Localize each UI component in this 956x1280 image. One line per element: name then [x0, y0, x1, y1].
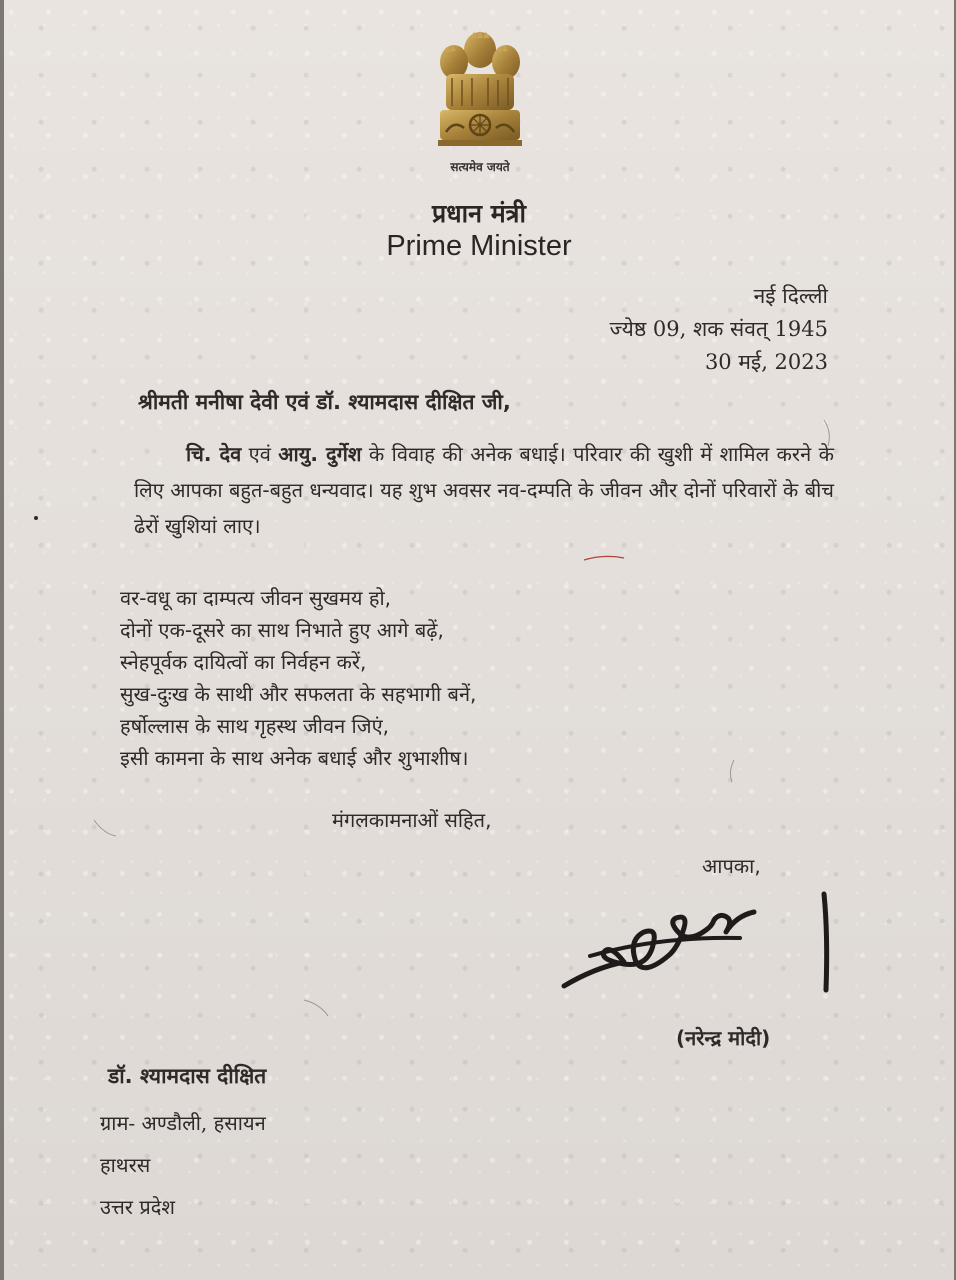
poem-line: सुख-दुःख के साथी और सफलता के सहभागी बनें,: [120, 682, 477, 706]
letter-paper: [4, 0, 954, 1280]
poem-line: वर-वधू का दाम्पत्य जीवन सुखमय हो,: [120, 586, 392, 610]
office-title-english: Prime Minister: [386, 230, 572, 262]
bride-name: आयु. दुर्गेश: [278, 442, 362, 466]
poem-line: हर्षोल्लास के साथ गृहस्थ जीवन जिएं,: [120, 714, 389, 738]
address-line: हाथरस: [100, 1153, 151, 1177]
place-line: नई दिल्ली: [753, 284, 828, 308]
groom-name: चि. देव: [186, 442, 242, 466]
address-line: उत्तर प्रदेश: [100, 1195, 175, 1219]
poem-line: स्नेहपूर्वक दायित्वों का निर्वहन करें,: [120, 650, 367, 674]
yours-line: आपका,: [702, 854, 761, 878]
conjunction: एवं: [241, 442, 279, 466]
salutation: श्रीमती मनीषा देवी एवं डॉ. श्यामदास दीक्षित जी,: [138, 390, 511, 414]
paper-fiber-marks: [4, 0, 954, 1280]
poem-line: इसी कामना के साथ अनेक बधाई और शुभाशीष।: [120, 746, 469, 770]
address-line: ग्राम- अण्डौली, हसायन: [100, 1111, 266, 1135]
recipient-name: डॉ. श्यामदास दीक्षित: [108, 1064, 267, 1088]
closing-wish: मंगलकामनाओं सहित,: [332, 808, 492, 832]
signatory-name: (नरेन्द्र मोदी): [676, 1026, 771, 1050]
poem-line: दोनों एक-दूसरे का साथ निभाते हुए आगे बढ़ें,: [120, 618, 444, 642]
paragraph-text: के विवाह की अनेक बधाई। परिवार की खुशी में शामिल करने के लिए आपका बहुत-बहुत धन्यवाद। यह शुभ अवसर नव-दम्पति के जीवन और दोनों परिवारों के बीच ढेरों खुशियां लाए।: [134, 442, 834, 538]
gregorian-date-line: 30 मई, 2023: [704, 350, 828, 374]
office-title-hindi: प्रधान मंत्री: [432, 199, 526, 228]
emblem-motto: सत्यमेव जयते: [450, 160, 510, 174]
saka-date-line: ज्येष्ठ 09, शक संवत् 1945: [609, 317, 828, 341]
